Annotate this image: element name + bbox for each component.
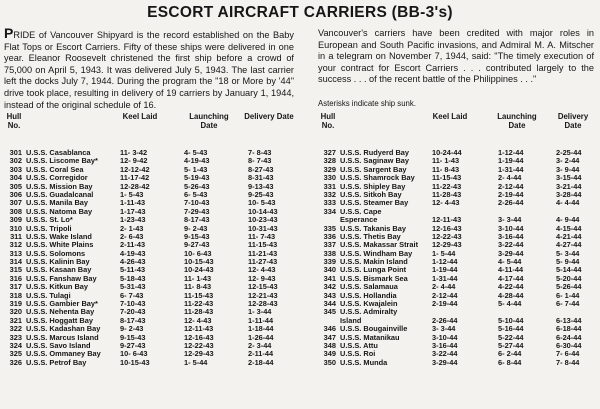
header-keel-laid: Keel Laid (122, 112, 158, 121)
hull-number: 332 (323, 189, 336, 199)
delivery-date: 12-21-43 (248, 290, 278, 300)
ship-name: U.S.S. Savo Island (26, 340, 91, 350)
ship-name: U.S.S. Wake Island (26, 231, 92, 241)
hull-number: 343 (323, 290, 336, 300)
table-row (4, 359, 304, 367)
ship-name: U.S.S. Natoma Bay (26, 206, 93, 216)
ship-name: U.S.S. White Plains (26, 240, 94, 250)
hull-number: 328 (323, 156, 336, 166)
keel-laid: 9-15-43 (120, 332, 146, 342)
hull-number: 336 (323, 231, 336, 241)
keel-laid: 9-27-43 (120, 340, 146, 350)
keel-laid: 2- 1-43 (120, 223, 144, 233)
delivery-date: 2-25-44 (556, 148, 582, 157)
keel-laid: 2-19-44 (432, 299, 458, 309)
hull-number: 339 (323, 257, 336, 267)
keel-laid: 12-11-43 (432, 215, 462, 225)
ship-name: U.S.S. Rudyerd Bay (340, 148, 409, 157)
hull-number: 326 (9, 357, 22, 367)
hull-number: 318 (9, 290, 22, 300)
delivery-date: 1-18-44 (248, 324, 274, 334)
keel-laid: 4-26-43 (120, 257, 146, 267)
ship-name: U.S.S. Guadalcanal (26, 189, 94, 199)
launching-date: 12-29-43 (184, 349, 214, 359)
ship-name: U.S.S. Saginaw Bay (340, 156, 410, 166)
launching-date: 4- 5-44 (498, 257, 522, 267)
ship-name: U.S.S. Lunga Point (340, 265, 407, 275)
keel-laid: 1-11-43 (120, 198, 146, 208)
keel-laid: 3-16-44 (432, 340, 458, 350)
keel-laid: 2-11-43 (120, 240, 146, 250)
launching-date: 6- 5-43 (184, 189, 208, 199)
intro-left-text: RIDE of Vancouver Shipyard is the record established on the Baby Flat Tops or Escort Carriers. Fifty of these ships were delivered in one year. Eleanor Roosevelt christened the first ship before a crowd of 75,000 on April 5, 1943. It was delivered July 5, 1943. The last carrier left the docks July 7, 1944. During the program the "18 or More by '44" drive took place, resulting in delivery of 19 carriers by January 1, 1944, instead of the original schedule of 16. (4, 30, 294, 110)
keel-laid: 1-31-44 (432, 273, 458, 283)
delivery-date: 2-18-44 (248, 357, 274, 367)
hull-number: 322 (9, 324, 22, 334)
hull-number: 325 (9, 349, 22, 359)
launching-date: 4-28-44 (498, 290, 524, 300)
ship-name: U.S.S. Makin Island (340, 257, 408, 267)
intro-paragraph-right: Vancouver's carriers have been credited with major roles in European and South Pacific invasions, and Admiral M. A. Mitscher in a telegram on November 7, 1944, said: "The timely execution of your contract for Escort Carriers . . . contributed largely to the success . . . of the recent battle of the Philippines . . ." (318, 28, 594, 85)
delivery-date: 7- 8-44 (556, 357, 580, 367)
keel-laid: 11-28-43 (432, 189, 462, 199)
delivery-date: 2-11-44 (248, 349, 274, 359)
keel-laid: 12-16-43 (432, 223, 462, 233)
ship-name: U.S.S. Sitkoh Bay (340, 189, 402, 199)
hull-number: 312 (9, 240, 22, 250)
keel-laid: 1-23-43 (120, 215, 146, 225)
delivery-date: 12-28-43 (248, 299, 278, 309)
ship-name: U.S.S. Bougainville (340, 324, 408, 334)
intro-paragraph-left (4, 25, 294, 111)
launching-date: 4-22-44 (498, 282, 524, 292)
launching-date: 5-16-44 (498, 324, 524, 334)
delivery-date: 4-21-44 (556, 231, 582, 241)
keel-laid: 1-19-44 (432, 265, 458, 275)
hull-number: 301 (9, 148, 22, 157)
delivery-date: 5-20-44 (556, 273, 582, 283)
launching-date: 1- 5-44 (184, 357, 208, 367)
keel-laid: 11-15-43 (432, 173, 462, 183)
hull-number: 350 (323, 357, 336, 367)
delivery-date: 9-25-43 (248, 189, 274, 199)
launching-date: 11- 8-43 (184, 282, 212, 292)
ship-name: U.S.S. Nehenta Bay (26, 307, 95, 317)
ship-name: U.S.S. Munda (340, 357, 388, 367)
ship-name: U.S.S. Makassar Strait (340, 240, 419, 250)
keel-laid: 2-26-44 (432, 315, 458, 325)
header-hull-no: Hull No. (6, 112, 22, 130)
keel-laid: 12-29-43 (432, 240, 462, 250)
hull-number: 348 (323, 340, 336, 350)
delivery-date: 3- 2-44 (556, 156, 580, 166)
delivery-date: 2- 3-44 (248, 340, 272, 350)
delivery-date: 7- 8-43 (248, 148, 272, 157)
launching-date: 9- 2-43 (184, 223, 208, 233)
delivery-date: 5- 9-44 (556, 257, 580, 267)
hull-number: 345 (323, 307, 336, 317)
launching-date: 8-17-43 (184, 215, 210, 225)
launching-date: 9-15-43 (184, 231, 210, 241)
delivery-date: 3- 9-44 (556, 164, 580, 174)
ship-name: U.S.S. Kalinin Bay (26, 257, 90, 267)
launching-date: 2- 4-44 (498, 173, 522, 183)
hull-number: 340 (323, 265, 336, 275)
hull-number: 311 (10, 231, 22, 241)
ship-name: U.S.S. Takanis Bay (340, 223, 406, 233)
launching-date: 7-29-43 (184, 206, 210, 216)
launching-date: 12- 4-43 (184, 315, 212, 325)
header-delivery-date: Delivery Date (557, 112, 589, 130)
ship-name: U.S.S. Hoggatt Bay (26, 315, 93, 325)
keel-laid: 1-17-43 (120, 206, 146, 216)
launching-date: 1-12-44 (498, 148, 524, 157)
launching-date: 7-10-43 (184, 198, 210, 208)
ship-name: U.S.S. Marcus Island (26, 332, 99, 342)
delivery-date: 10-31-43 (248, 223, 278, 233)
ship-name: U.S.S. Sargent Bay (340, 164, 407, 174)
keel-laid: 2- 4-44 (432, 282, 456, 292)
keel-laid: 11- 8-43 (432, 164, 460, 174)
delivery-date: 10-14-43 (248, 206, 278, 216)
launching-date: 6- 8-44 (498, 357, 522, 367)
header-keel-laid: Keel Laid (432, 112, 468, 121)
launching-date: 2-19-44 (498, 189, 524, 199)
ship-name: U.S.S. St. Lo* (26, 215, 73, 225)
delivery-date: 6-13-44 (556, 315, 582, 325)
launching-date: 5-27-44 (498, 340, 524, 350)
keel-laid: 10- 6-43 (120, 349, 148, 359)
launching-date: 6- 2-44 (498, 349, 522, 359)
ship-name: U.S.S. Thetis Bay (340, 231, 401, 241)
ship-name: U.S.S. Mission Bay (26, 181, 93, 191)
header-delivery-date: Delivery Date (244, 112, 294, 121)
hull-number: 333 (323, 198, 336, 208)
delivery-date: 11-27-43 (248, 257, 278, 267)
launching-date: 3-10-44 (498, 223, 524, 233)
launching-date: 3-22-44 (498, 240, 524, 250)
hull-number: 309 (9, 215, 22, 225)
drop-cap: P (4, 25, 14, 41)
ship-name: U.S.S. Steamer Bay (340, 198, 409, 208)
ship-name: U.S.S. Admiralty (340, 307, 398, 317)
ship-name: U.S.S. Roi (340, 349, 376, 359)
launching-date: 10- 6-43 (184, 248, 212, 258)
hull-number: 321 (9, 315, 22, 325)
ship-name: U.S.S. Solomons (26, 248, 86, 258)
keel-laid: 7-10-43 (120, 299, 146, 309)
delivery-date: 10- 5-43 (248, 198, 276, 208)
hull-number: 337 (323, 240, 336, 250)
ship-name: U.S.S. Bismark Sea (340, 273, 408, 283)
delivery-date: 5-14-44 (556, 265, 582, 275)
keel-laid: 12-22-43 (432, 231, 462, 241)
ship-name: U.S.S. Casablanca (26, 148, 91, 157)
keel-laid: 1- 5-44 (432, 248, 456, 258)
keel-laid: 3-22-44 (432, 349, 458, 359)
delivery-date: 11-21-43 (248, 248, 278, 258)
keel-laid: 1- 5-43 (120, 189, 144, 199)
ship-name: U.S.S. Salamaua (340, 282, 398, 292)
keel-laid: 11- 3-42 (120, 148, 148, 157)
launching-date: 5-22-44 (498, 332, 524, 342)
hull-number: 338 (323, 248, 336, 258)
hull-number: 310 (9, 223, 22, 233)
hull-number: 304 (9, 173, 22, 183)
ship-name: U.S.S. Kitkun Bay (26, 282, 89, 292)
ship-name: U.S.S. Fanshaw Bay (26, 273, 97, 283)
keel-laid: 3-29-44 (432, 357, 458, 367)
keel-laid: 10-24-44 (432, 148, 462, 157)
delivery-date: 12-15-43 (248, 282, 278, 292)
page-title: ESCORT AIRCRAFT CARRIERS (BB-3's) (147, 4, 453, 21)
table-header (318, 113, 598, 149)
hull-number: 313 (9, 248, 22, 258)
keel-laid: 8-17-43 (120, 315, 146, 325)
hull-number: 305 (9, 181, 22, 191)
keel-laid: 3-10-44 (432, 332, 458, 342)
hull-number: 331 (323, 181, 336, 191)
hull-number: 330 (323, 173, 336, 183)
carrier-table-left (4, 113, 304, 367)
delivery-date: 9-13-43 (248, 181, 274, 191)
ship-name: U.S.S. Matanikau (340, 332, 400, 342)
hull-number: 319 (9, 299, 22, 309)
sunk-note: Asterisks indicate ship sunk. (318, 99, 416, 108)
ship-name: U.S.S. Shipley Bay (340, 181, 406, 191)
launching-date: 4-19-43 (184, 156, 210, 166)
ship-name: U.S.S. Shamrock Bay (340, 173, 415, 183)
hull-number: 344 (323, 299, 336, 309)
launching-date: 5-26-43 (184, 181, 210, 191)
delivery-date: 3-21-44 (556, 181, 582, 191)
delivery-date: 11-15-43 (248, 240, 278, 250)
hull-number: 314 (9, 257, 22, 267)
delivery-date: 8-27-43 (248, 164, 274, 174)
launching-date: 3- 3-44 (498, 215, 522, 225)
hull-number: 329 (323, 164, 336, 174)
keel-laid: 11-17-42 (120, 173, 150, 183)
delivery-date: 5-26-44 (556, 282, 582, 292)
hull-number: 342 (323, 282, 336, 292)
launching-date: 10-15-43 (184, 257, 214, 267)
launching-date: 11-15-43 (184, 290, 214, 300)
delivery-date: 7- 6-44 (556, 349, 580, 359)
delivery-date: 11- 7-43 (248, 231, 276, 241)
launching-date: 11-22-43 (184, 299, 214, 309)
launching-date: 11-28-43 (184, 307, 214, 317)
launching-date: 5-10-44 (498, 315, 524, 325)
hull-number: 334 (323, 206, 336, 216)
launching-date: 2-12-44 (498, 181, 524, 191)
hull-number: 349 (323, 349, 336, 359)
launching-date: 1-19-44 (498, 156, 524, 166)
launching-date: 12-22-43 (184, 340, 214, 350)
hull-number: 317 (9, 282, 22, 292)
keel-laid: 7-20-43 (120, 307, 146, 317)
hull-number: 323 (9, 332, 22, 342)
header-launching-date: Launching Date (497, 112, 537, 130)
launching-date: 11- 1-43 (184, 273, 212, 283)
delivery-date: 6-24-44 (556, 332, 582, 342)
hull-number: 320 (9, 307, 22, 317)
ship-name: U.S.S. Gambier Bay* (26, 299, 98, 309)
launching-date: 1-31-44 (498, 164, 524, 174)
launching-date: 5- 4-44 (498, 299, 522, 309)
delivery-date: 3-28-44 (556, 189, 582, 199)
ship-name: U.S.S. Tripoli (26, 223, 72, 233)
delivery-date: 8-31-43 (248, 173, 274, 183)
launching-date: 10-24-43 (184, 265, 214, 275)
delivery-date: 8- 7-43 (248, 156, 272, 166)
delivery-date: 1-26-44 (248, 332, 274, 342)
ship-name: U.S.S. Kasaan Bay (26, 265, 92, 275)
hull-number: 302 (9, 156, 22, 166)
ship-name: U.S.S. Tulagi (26, 290, 71, 300)
table-body (318, 149, 598, 367)
ship-name: U.S.S. Windham Bay (340, 248, 413, 258)
keel-laid: 3- 3-44 (432, 324, 456, 334)
launching-date: 4- 5-43 (184, 148, 208, 157)
delivery-date: 4- 4-44 (556, 198, 580, 208)
header-launching-date: Launching Date (189, 112, 229, 130)
ship-name: U.S.S. Liscome Bay* (26, 156, 98, 166)
ship-name: U.S.S. Petrof Bay (26, 357, 87, 367)
delivery-date: 12- 9-43 (248, 273, 276, 283)
hull-number: 347 (323, 332, 336, 342)
launching-date: 5- 1-43 (184, 164, 208, 174)
launching-date: 4-11-44 (498, 265, 524, 275)
ship-name: U.S.S. Kwajalein (340, 299, 398, 309)
keel-laid: 5-11-43 (120, 265, 146, 275)
ship-name: U.S.S. Coral Sea (26, 164, 84, 174)
launching-date: 12-11-43 (184, 324, 214, 334)
keel-laid: 9- 2-43 (120, 324, 144, 334)
ship-name: Esperance (340, 215, 378, 225)
carrier-table-right (318, 113, 598, 367)
hull-number: 346 (323, 324, 336, 334)
hull-number: 327 (323, 148, 336, 157)
hull-number: 341 (323, 273, 336, 283)
delivery-date: 1-11-44 (248, 315, 274, 325)
hull-number: 306 (9, 189, 22, 199)
ship-name: U.S.S. Cape (340, 206, 382, 216)
launching-date: 5-19-43 (184, 173, 210, 183)
delivery-date: 6-30-44 (556, 340, 582, 350)
keel-laid: 12- 4-43 (432, 198, 460, 208)
keel-laid: 5-18-43 (120, 273, 146, 283)
delivery-date: 6-18-44 (556, 324, 582, 334)
delivery-date: 1- 3-44 (248, 307, 272, 317)
launching-date: 9-27-43 (184, 240, 210, 250)
ship-name: U.S.S. Hollandia (340, 290, 397, 300)
ship-name: U.S.S. Attu (340, 340, 378, 350)
delivery-date: 6- 1-44 (556, 290, 580, 300)
table-body (4, 149, 304, 367)
delivery-date: 6- 7-44 (556, 299, 580, 309)
hull-number: 303 (9, 164, 22, 174)
delivery-date: 12- 4-43 (248, 265, 276, 275)
hull-number: 315 (9, 265, 22, 275)
ship-name: U.S.S. Manila Bay (26, 198, 89, 208)
hull-number: 316 (9, 273, 22, 283)
keel-laid: 2- 6-43 (120, 231, 144, 241)
table-header (4, 113, 304, 149)
hull-number: 307 (9, 198, 22, 208)
hull-number: 308 (9, 206, 22, 216)
delivery-date: 5- 3-44 (556, 248, 580, 258)
hull-number: 335 (323, 223, 336, 233)
keel-laid: 12-28-42 (120, 181, 150, 191)
ship-name: U.S.S. Ommaney Bay (26, 349, 101, 359)
delivery-date: 3-15-44 (556, 173, 582, 183)
delivery-date: 4-27-44 (556, 240, 582, 250)
table-row (318, 359, 598, 367)
header-hull-no: Hull No. (320, 112, 336, 130)
keel-laid: 1-12-44 (432, 257, 458, 267)
keel-laid: 11-22-43 (432, 181, 462, 191)
keel-laid: 2-12-44 (432, 290, 458, 300)
keel-laid: 11- 1-43 (432, 156, 460, 166)
launching-date: 4-17-44 (498, 273, 524, 283)
hull-number: 324 (9, 340, 22, 350)
keel-laid: 4-19-43 (120, 248, 146, 258)
launching-date: 12-16-43 (184, 332, 214, 342)
ship-name: U.S.S. Corregidor (26, 173, 88, 183)
delivery-date: 4-15-44 (556, 223, 582, 233)
delivery-date: 4- 9-44 (556, 215, 580, 225)
keel-laid: 12- 9-42 (120, 156, 148, 166)
launching-date: 3-16-44 (498, 231, 524, 241)
keel-laid: 10-15-43 (120, 357, 150, 367)
keel-laid: 12-12-42 (120, 164, 150, 174)
delivery-date: 10-23-43 (248, 215, 278, 225)
keel-laid: 5-31-43 (120, 282, 146, 292)
ship-name: Island (340, 315, 362, 325)
keel-laid: 6- 7-43 (120, 290, 144, 300)
launching-date: 3-29-44 (498, 248, 524, 258)
launching-date: 2-26-44 (498, 198, 524, 208)
ship-name: U.S.S. Kadashan Bay (26, 324, 101, 334)
